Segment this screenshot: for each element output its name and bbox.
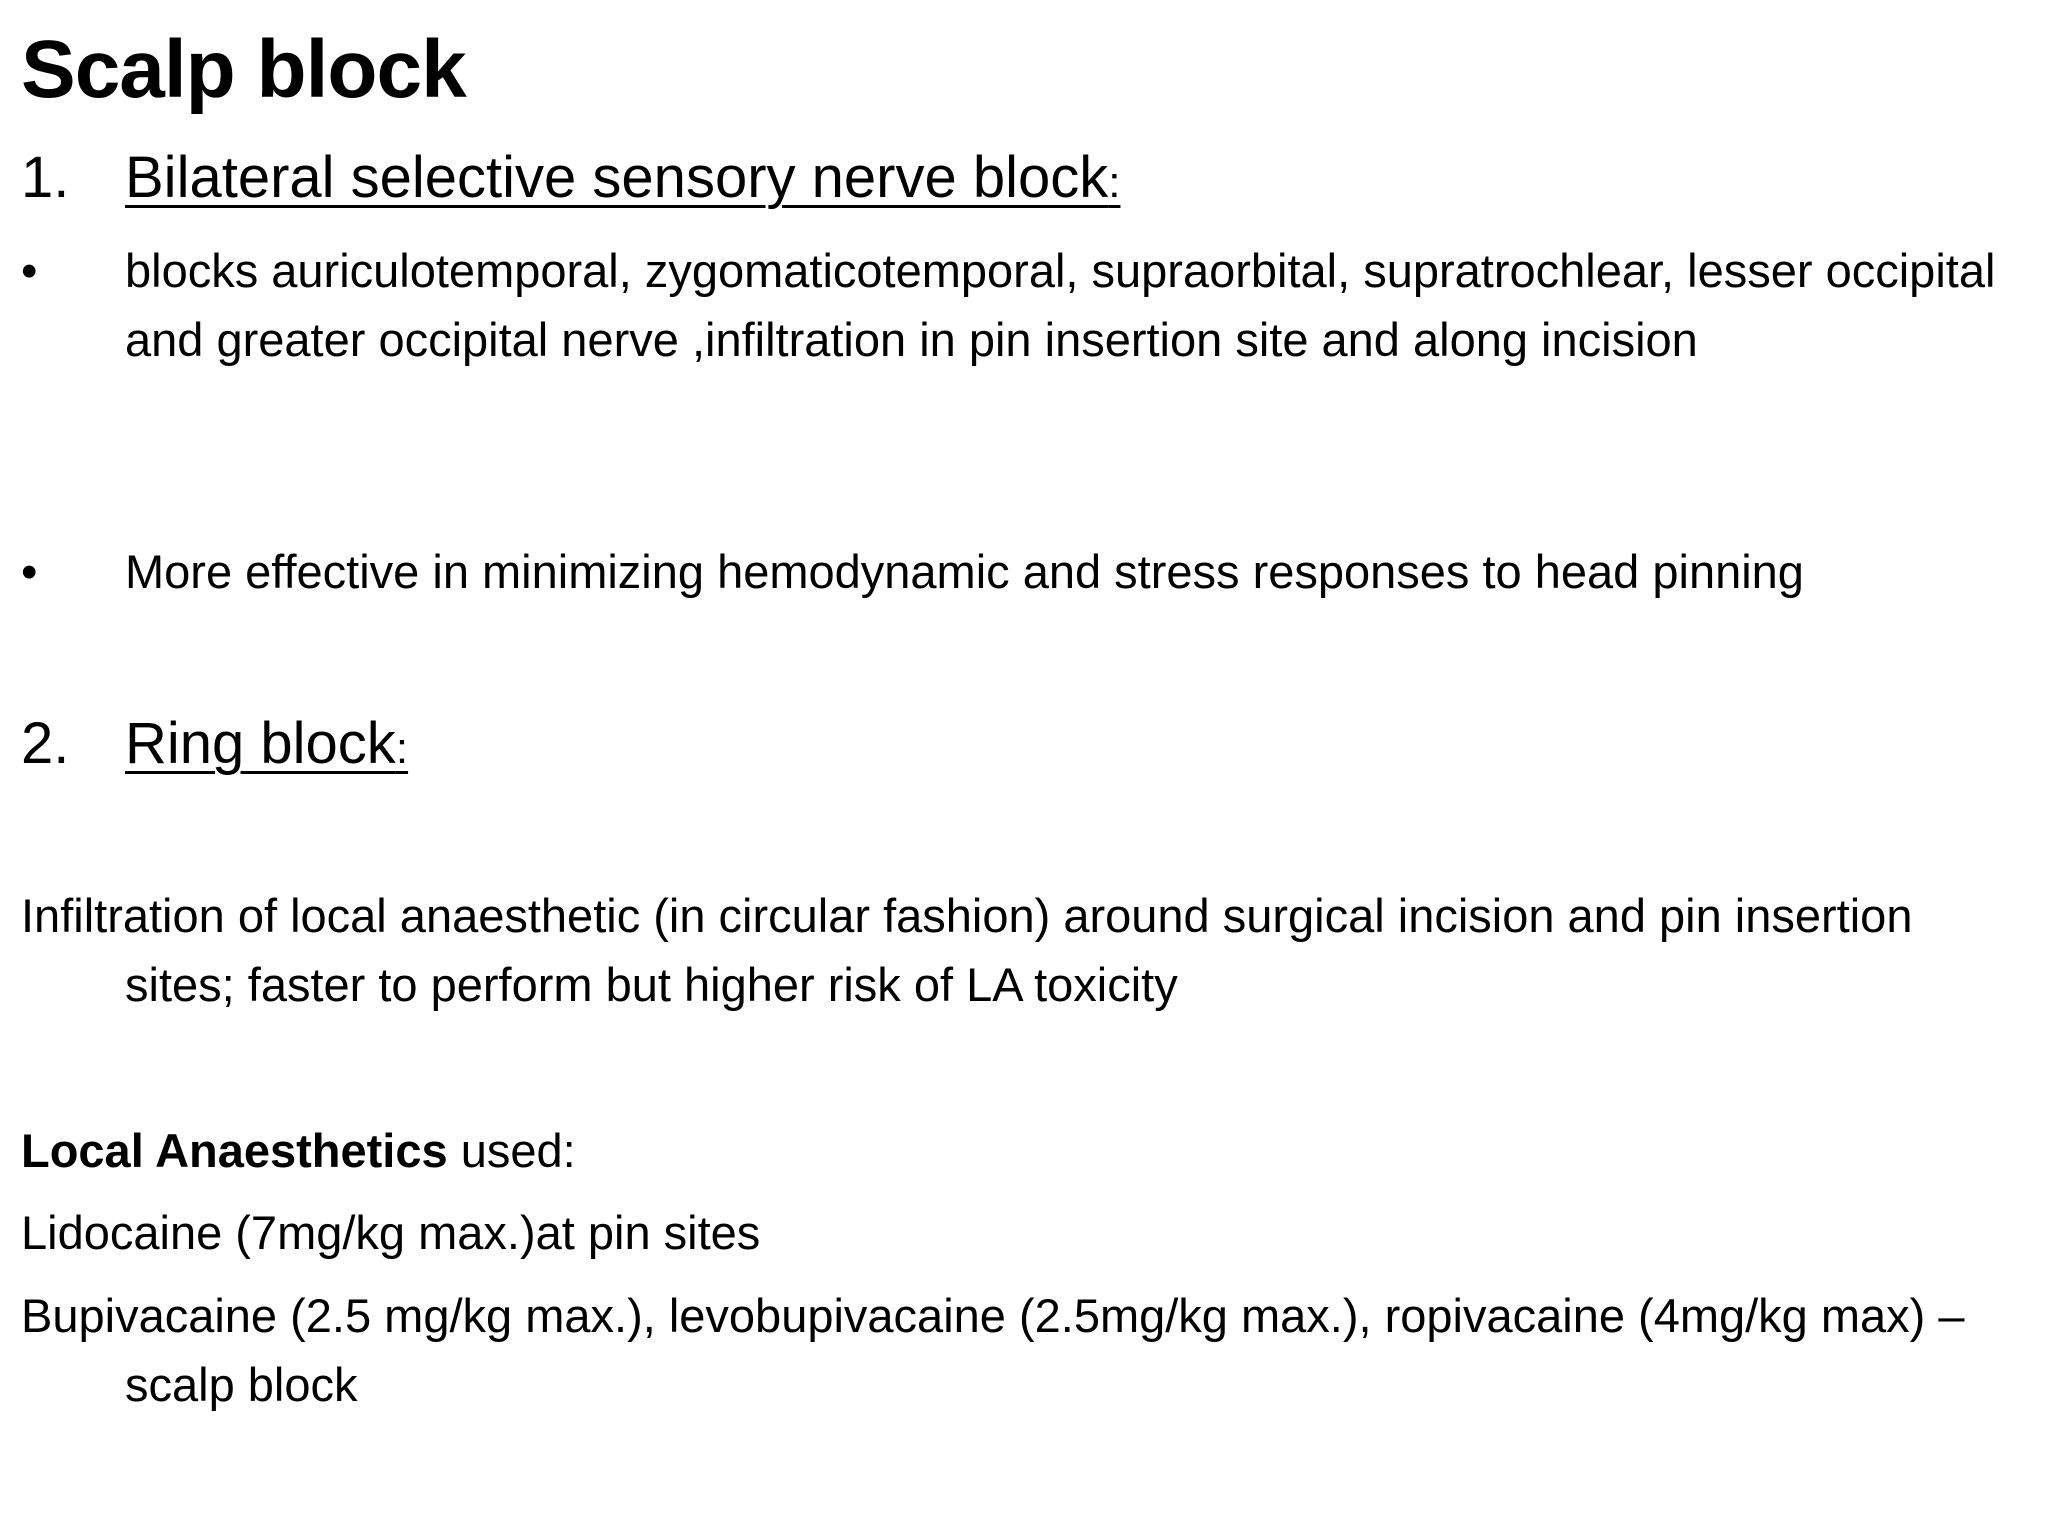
- anaesthetics-label-bold: Local Anaesthetics: [21, 1124, 448, 1177]
- other-anaesthetics-line: Bupivacaine (2.5 mg/kg max.), levobupivacaine (2.5mg/kg max.), ropivacaine (4mg/kg max) –scalp block: [21, 1289, 1965, 1411]
- anaesthetics-label: [21, 1116, 2031, 1185]
- ring-block-description: Infiltration of local anaesthetic (in circular fashion) around surgical incision and pin insertion sites; faster to perform but higher risk of LA toxicity: [21, 889, 1913, 1011]
- bullet-marker: •: [21, 244, 38, 297]
- section-2-colon: :: [395, 724, 409, 773]
- anaesthetics-label-rest: used:: [447, 1124, 576, 1177]
- bullet-item: [21, 236, 2031, 374]
- section-1-title: Bilateral selective sensory nerve block: [125, 145, 1109, 210]
- bullet-text: blocks auriculotemporal, zygomaticotemporal, supraorbital, supratrochlear, lesser occipital and greater occipital nerve ,infiltration in pin insertion site and along incision: [125, 244, 1996, 366]
- bullet-marker: •: [21, 545, 38, 598]
- bullet-text: More effective in minimizing hemodynamic and stress responses to head pinning: [125, 545, 1804, 598]
- slide-title: Scalp block: [21, 24, 466, 115]
- section-2-number: 2.: [21, 711, 70, 776]
- bullet-item: [21, 537, 2031, 606]
- section-1-colon: :: [1108, 158, 1121, 207]
- section-2-title: Ring block: [125, 711, 396, 776]
- section-1-number: 1.: [21, 145, 70, 210]
- section-2-heading: [21, 710, 408, 783]
- lidocaine-line: Lidocaine (7mg/kg max.)at pin sites: [21, 1206, 761, 1259]
- section-1-heading: [21, 144, 1120, 217]
